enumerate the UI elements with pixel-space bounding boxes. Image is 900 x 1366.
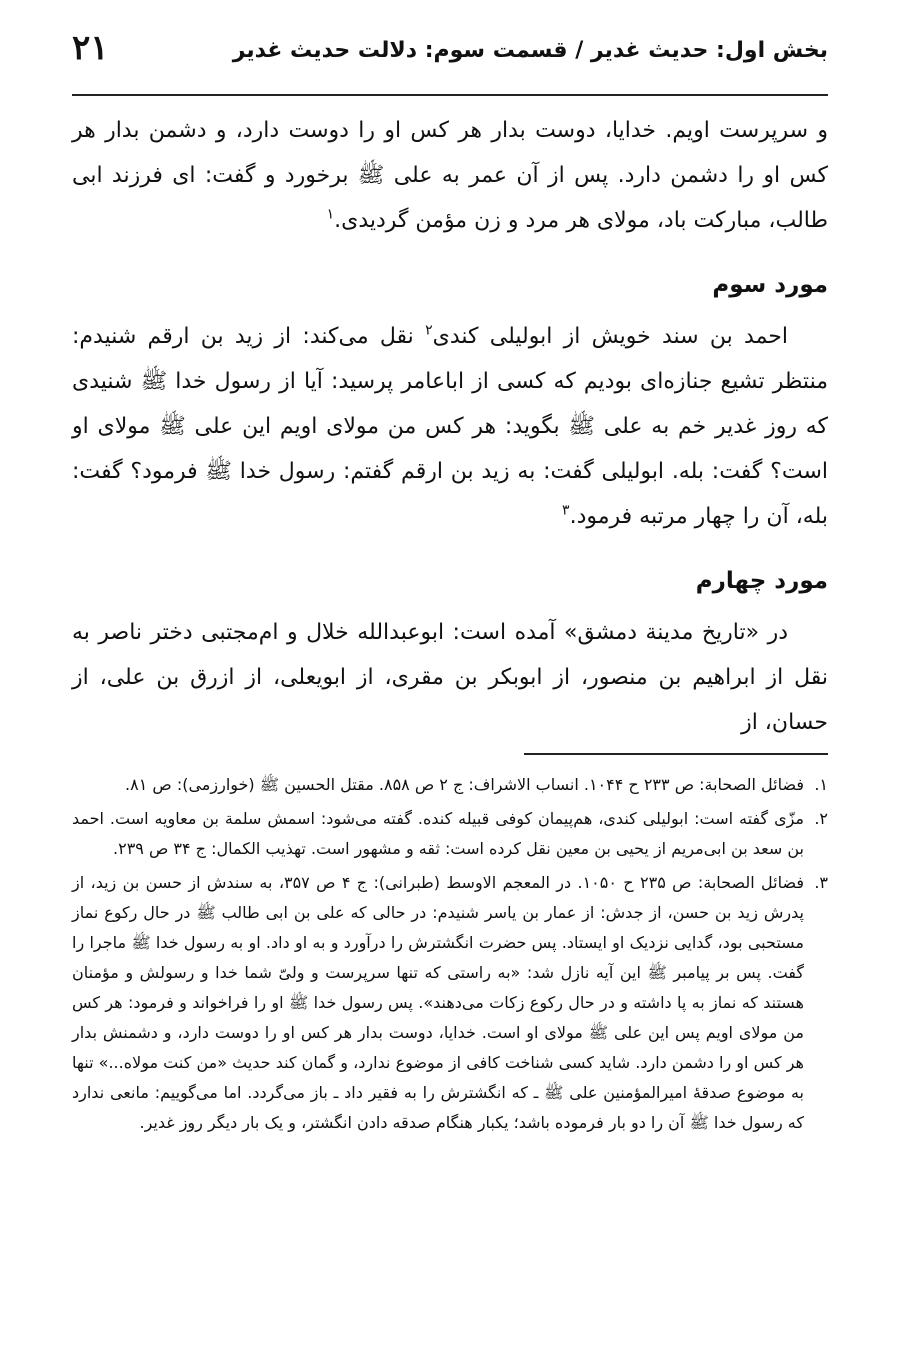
main-text: [72, 108, 828, 745]
paragraph: [72, 610, 828, 745]
footnote-number: ۲.: [814, 809, 828, 828]
footnote: [72, 804, 828, 864]
paragraph-text: در «تاریخ مدینة دمشق» آمده است: ابوعبدالله خلال و ام‌مجتبی دختر ناصر به نقل از ابراهیم بن منصور، از ابوبکر بن مقری، از ابویعلی، از ازرق بن علی، از حسان، از: [72, 620, 828, 735]
section-heading: مورد سوم: [712, 272, 828, 298]
paragraph-continuation: [72, 108, 828, 243]
footnote-number: ۳.: [814, 873, 828, 892]
footnote-ref[interactable]: ۱: [326, 206, 335, 223]
header-title: بخش اول: حدیث غدیر / قسمت سوم: دلالت حدیث غدیر: [232, 38, 828, 63]
footnote-text: فضائل الصحابة: ص ۲۳۵ ح ۱۰۵۰. در المعجم الاوسط (طبرانی): ج ۴ ص ۳۵۷، به سندش از حسن بن زید، از پدرش زید بن حسن، از جدش: از عمار بن یاسر شنیدم: در حالی که علی بن ابی طالب ﷺ در حال رکوع نماز مستحبی بود، گدایی نزدیک او ایستاد. پس حضرت انگشترش را درآورد و به او داد. او به رسول خدا ﷺ ماجرا را گفت. پس بر پیامبر ﷺ این آیه نازل شد: «به راستی که تنها سرپرست و ولیّ شما خدا و رسولش و مؤمنان هستند که نماز به پا داشته و در حال رکوع زکات می‌دهند». پس رسول خدا ﷺ او را فراخواند و فرمود: هر کس من مولای اویم پس این علی ﷺ مولای او است. خدایا، دوست بدار هر کس او را دوست دارد، و دشمنش بدار هر کس او را دشمن دارد. شاید کسی شناخت کافی از موضوع ندارد، و گمان کند حدیث «من کنت مولاه...» تنها به موضوع صدقهٔ امیرالمؤمنین علی ﷺ ـ که انگشترش را به فقیر داد ـ باز می‌گردد. اما می‌گوییم: مانعی ندارد که رسول خدا ﷺ آن را دو بار فرموده باشد؛ یکبار هنگام صدقه دادن انگشتر، و یک بار دیگر روز غدیر.: [72, 873, 805, 1132]
section-heading: مورد چهارم: [695, 568, 828, 594]
paragraph-text: و سرپرست اویم. خدایا، دوست بدار هر کس او را دوست دارد، و دشمن بدار هر کس او را دشمن دارد. پس از آن عمر به علی ﷺ برخورد و گفت: ای فرزند ابی طالب، مبارکت باد، مولای هر مرد و زن مؤمن گردیدی.: [72, 118, 828, 233]
footnote-text: مزّی گفته است: ابولیلی کندی، هم‌پیمان کوفی قبیله کنده. گفته می‌شود: اسمش سلمة بن معاویه است. احمد بن سعد بن ابی‌مریم از یحیی بن معین نقل کرده است: ثقه و مشهور است. تهذیب الکمال: ج ۳۴ ص ۲۳۹.: [72, 809, 804, 858]
footnote-divider: [524, 753, 828, 755]
footnote-ref[interactable]: ۲: [425, 322, 433, 339]
header-divider: [72, 94, 828, 96]
footnotes: [72, 770, 828, 1142]
footnote-text: فضائل الصحابة: ص ۲۳۳ ح ۱۰۴۴. انساب الاشراف: ج ۲ ص ۸۵۸. مقتل الحسین ﷺ (خوارزمی): ص ۸۱.: [125, 775, 804, 794]
footnote-number: ۱.: [814, 775, 828, 794]
paragraph: [72, 314, 828, 539]
footnote-ref[interactable]: ۳: [562, 502, 570, 519]
paragraph-text: احمد بن سند خویش از ابولیلی کندی: [432, 324, 788, 349]
footnote: [72, 770, 828, 800]
running-header: [72, 28, 828, 78]
footnote: [72, 868, 828, 1138]
paragraph-text: نقل می‌کند: از زید بن ارقم شنیدم: منتظر تشیع جنازه‌ای بودیم که کسی از اباعامر پرسید: آیا از رسول خدا ﷺ شنیدی که روز غدیر خم به علی ﷺ بگوید: هر کس من مولای اویم این علی ﷺ مولای او است؟ گفت: بله. ابولیلی گفت: به زید بن ارقم گفتم: رسول خدا ﷺ فرمود؟ گفت: بله، آن را چهار مرتبه فرمود.: [72, 324, 828, 529]
page-number: ۲۱: [72, 28, 109, 68]
